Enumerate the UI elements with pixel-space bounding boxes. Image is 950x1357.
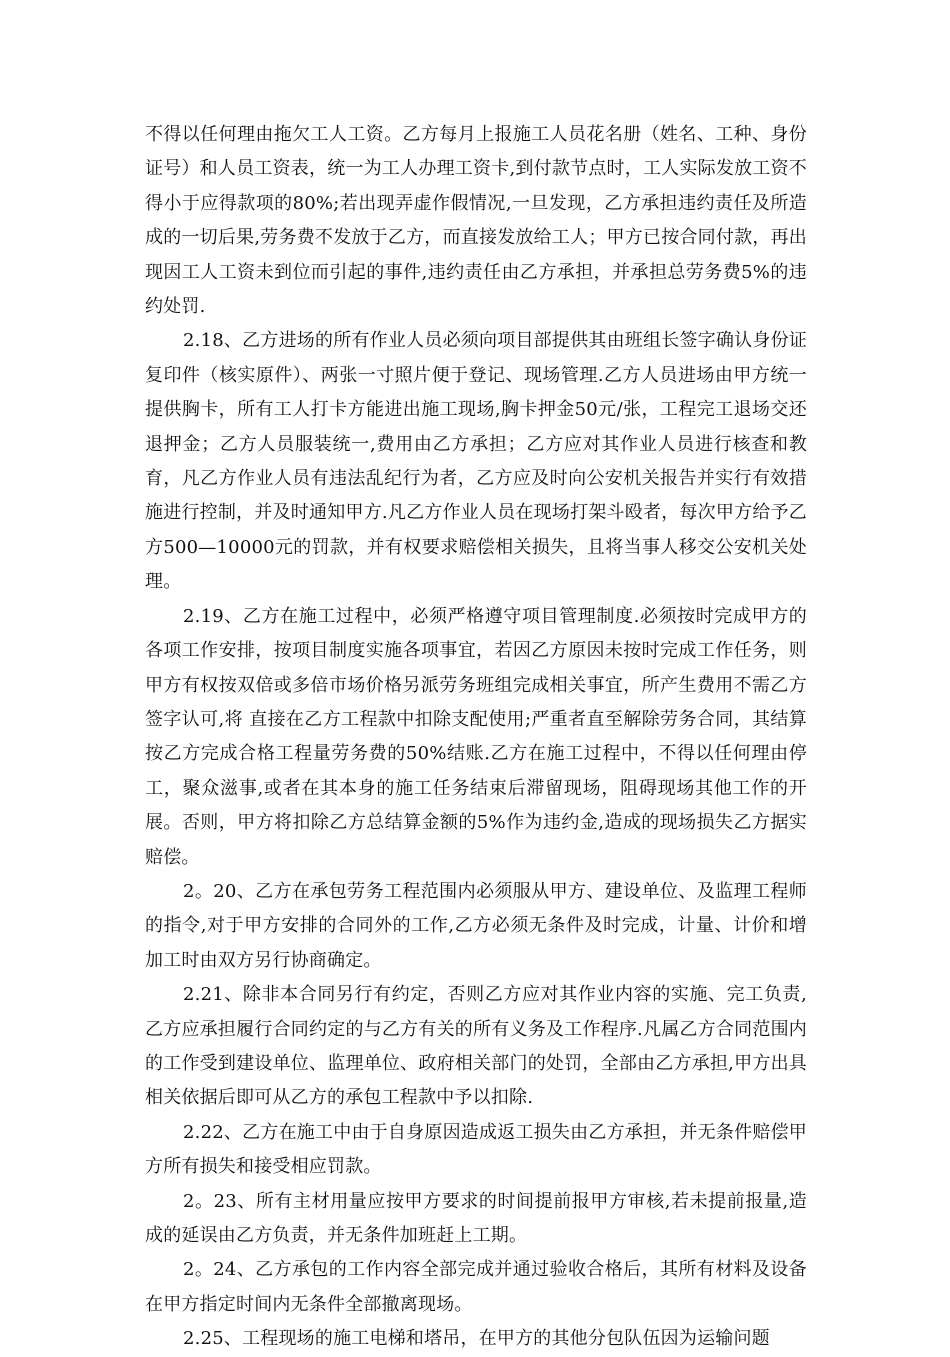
paragraph-2-21: 2.21、除非本合同另行有约定，否则乙方应对其作业内容的实施、完工负责,乙方应承担履行合同约定的与乙方有关的所有义务及工作程序.凡属乙方合同范围内的工作受到建设单位、监理单位、政府相关部门的处罚，全部由乙方承担,甲方出具相关依据后即可从乙方的承包工程款中予以扣除.: [145, 984, 807, 1109]
document-body: [145, 118, 807, 1357]
paragraph-2-18: 2.18、乙方进场的所有作业人员必须向项目部提供其由班组长签字确认身份证复印件（核实原件）、两张一寸照片便于登记、现场管理.乙方人员进场由甲方统一提供胸卡，所有工人打卡方能进出施工现场,胸卡押金50元/张，工程完工退场交还退押金；乙方人员服装统一,费用由乙方承担；乙方应对其作业人员进行核查和教育，凡乙方作业人员有违法乱纪行为者，乙方应及时向公安机关报告并实行有效措施进行控制，并及时通知甲方.凡乙方作业人员在现场打架斗殴者，每次甲方给予乙方500—10000元的罚款，并有权要求赔偿相关损失，且将当事人移交公安机关处理。: [145, 330, 807, 593]
paragraph-2-19: 2.19、乙方在施工过程中，必须严格遵守项目管理制度.必须按时完成甲方的各项工作安排，按项目制度实施各项事宜，若因乙方原因未按时完成工作任务，则甲方有权按双倍或多倍市场价格另派劳务班组完成相关事宜，所产生费用不需乙方签字认可,将 直接在乙方工程款中扣除支配使用;严重者直至解除劳务合同，其结算按乙方完成合格工程量劳务费的50%结账.乙方在施工过程中，不得以任何理由停工，聚众滋事,或者在其本身的施工任务结束后滞留现场，阻碍现场其他工作的开展。否则，甲方将扣除乙方总结算金额的5%作为违约金,造成的现场损失乙方据实赔偿。: [145, 605, 807, 868]
paragraph-2-22: 2.22、乙方在施工中由于自身原因造成返工损失由乙方承担，并无条件赔偿甲方所有损失和接受相应罚款。: [145, 1121, 807, 1178]
paragraph-2-23: 2。23、所有主材用量应按甲方要求的时间提前报甲方审核,若未提前报量,造成的延误由乙方负责，并无条件加班赶上工期。: [145, 1190, 807, 1246]
paragraph-wage-obligations: 不得以任何理由拖欠工人工资。乙方每月上报施工人员花名册（姓名、工种、身份证号）和人员工资表，统一为工人办理工资卡,到付款节点时，工人实际发放工资不得小于应得款项的80%;若出现弄虚作假情况,一旦发现，乙方承担违约责任及所造成的一切后果,劳务费不发放于乙方，而直接发放给工人；甲方已按合同付款，再出现因工人工资未到位而引起的事件,违约责任由乙方承担，并承担总劳务费5%的违约处罚.: [145, 124, 807, 318]
paragraph-2-20: 2。20、乙方在承包劳务工程范围内必须服从甲方、建设单位、及监理工程师的指令,对于甲方安排的合同外的工作,乙方必须无条件及时完成，计量、计价和增加工时由双方另行协商确定。: [145, 880, 807, 971]
paragraph-2-24: 2。24、乙方承包的工作内容全部完成并通过验收合格后，其所有材料及设备在甲方指定时间内无条件全部撤离现场。: [145, 1259, 807, 1315]
paragraph-2-25: 2.25、工程现场的施工电梯和塔吊，在甲方的其他分包队伍因为运输问题: [183, 1328, 770, 1350]
